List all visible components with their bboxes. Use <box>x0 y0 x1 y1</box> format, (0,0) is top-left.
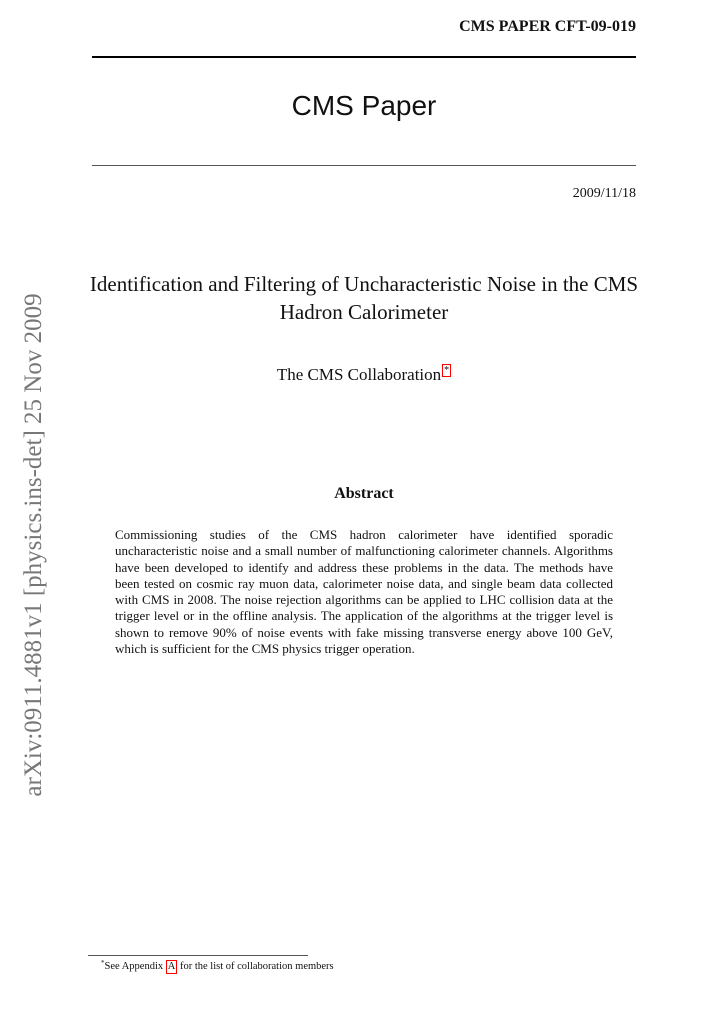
header-rule-bottom <box>92 165 636 166</box>
abstract-text: Commissioning studies of the CMS hadron calorimeter have identified sporadic uncharacteristic noise and a small number of malfunctioning calorimeter channels. Algorithms have been developed to identify and address these problems in the data. The methods have been tested on cosmic ray muon data, calorimeter noise data, and single beam data collected with CMS in 2008. The noise rejection algorithms can be applied to LHC collision data at the trigger level or in the offline analysis. The application of the algorithms at the trigger level is shown to remove 90% of noise events with fake missing transverse energy above 100 GeV, which is sufficient for the CMS physics trigger operation. <box>115 527 613 657</box>
footnote-prefix: See Appendix <box>104 961 166 972</box>
footnote-suffix: for the list of collaboration members <box>177 961 334 972</box>
author-line <box>92 364 636 385</box>
paper-title: Identification and Filtering of Uncharacteristic Noise in the CMS Hadron Calorimeter <box>89 272 639 324</box>
appendix-link[interactable]: A <box>167 961 176 972</box>
footnote-marker: * <box>101 959 105 967</box>
document-type-title: CMS Paper <box>291 90 437 121</box>
paper-date: 2009/11/18 <box>572 186 636 201</box>
footnote-rule <box>88 955 308 956</box>
footnote <box>101 959 334 974</box>
author-footnote-link[interactable]: * <box>444 365 450 376</box>
author-name: The CMS Collaboration <box>276 365 442 384</box>
report-number: CMS PAPER CFT-09-019 <box>459 18 636 35</box>
abstract-heading: Abstract <box>334 485 394 502</box>
header-rule-top <box>92 56 636 58</box>
arxiv-identifier-stamp: arXiv:0911.4881v1 [physics.ins-det] 25 Nov 2009 <box>20 293 47 797</box>
